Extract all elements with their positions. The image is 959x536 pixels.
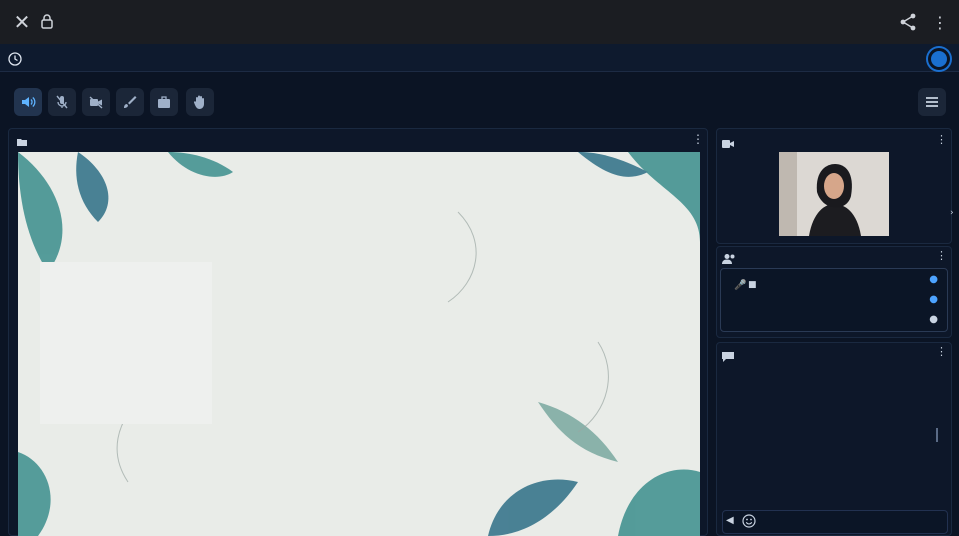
- camera-off-icon: [88, 94, 104, 110]
- raise-hand-button[interactable]: [186, 88, 214, 116]
- video-icon: ■: [748, 280, 757, 290]
- chat-icon: [722, 347, 734, 357]
- speaker-icon: [20, 94, 36, 110]
- skyroom-logo-icon: [928, 48, 950, 70]
- emoji-icon[interactable]: [742, 513, 756, 527]
- close-icon[interactable]: ✕: [13, 10, 31, 34]
- mic-off-icon: [54, 94, 70, 110]
- users-options-icon[interactable]: ⋮: [936, 249, 947, 262]
- lock-icon: [40, 13, 54, 29]
- user-row[interactable]: [724, 280, 944, 310]
- webcam-options-icon[interactable]: ⋮: [936, 133, 947, 146]
- hand-icon: [192, 94, 208, 110]
- brush-icon: [122, 94, 138, 110]
- send-icon[interactable]: ◀: [726, 515, 734, 526]
- mic-icon: 🎤: [734, 280, 747, 291]
- menu-icon: [924, 94, 940, 110]
- webcam-expand-icon[interactable]: ›: [950, 208, 954, 218]
- maslow-pyramid-image: [40, 262, 212, 424]
- camera-button[interactable]: [82, 88, 110, 116]
- clock-icon: [8, 51, 22, 65]
- microphone-button[interactable]: [48, 88, 76, 116]
- messages-options-icon[interactable]: ⋮: [936, 345, 947, 358]
- briefcase-icon: [156, 94, 172, 110]
- webcam-video: [779, 152, 889, 236]
- draw-button[interactable]: [116, 88, 144, 116]
- folder-icon[interactable]: [16, 133, 28, 145]
- camera-icon: [722, 134, 734, 144]
- quote-bar: [936, 428, 938, 442]
- users-icon: [722, 250, 736, 262]
- app-header: [0, 44, 959, 72]
- main-menu-button[interactable]: [918, 88, 946, 116]
- user-icon: ●: [929, 274, 938, 285]
- user-row[interactable]: [724, 314, 944, 330]
- share-icon[interactable]: [898, 12, 918, 32]
- speaker-button[interactable]: [14, 88, 42, 116]
- browser-bar: [0, 0, 959, 44]
- files-button[interactable]: [150, 88, 178, 116]
- user-icon: ●: [929, 294, 938, 305]
- messages-panel: [716, 342, 952, 536]
- user-icon: ●: [929, 314, 938, 325]
- overflow-menu-icon[interactable]: ⋮: [932, 12, 948, 32]
- panel-options-icon[interactable]: ⋮: [692, 132, 704, 146]
- user-row[interactable]: [724, 274, 944, 290]
